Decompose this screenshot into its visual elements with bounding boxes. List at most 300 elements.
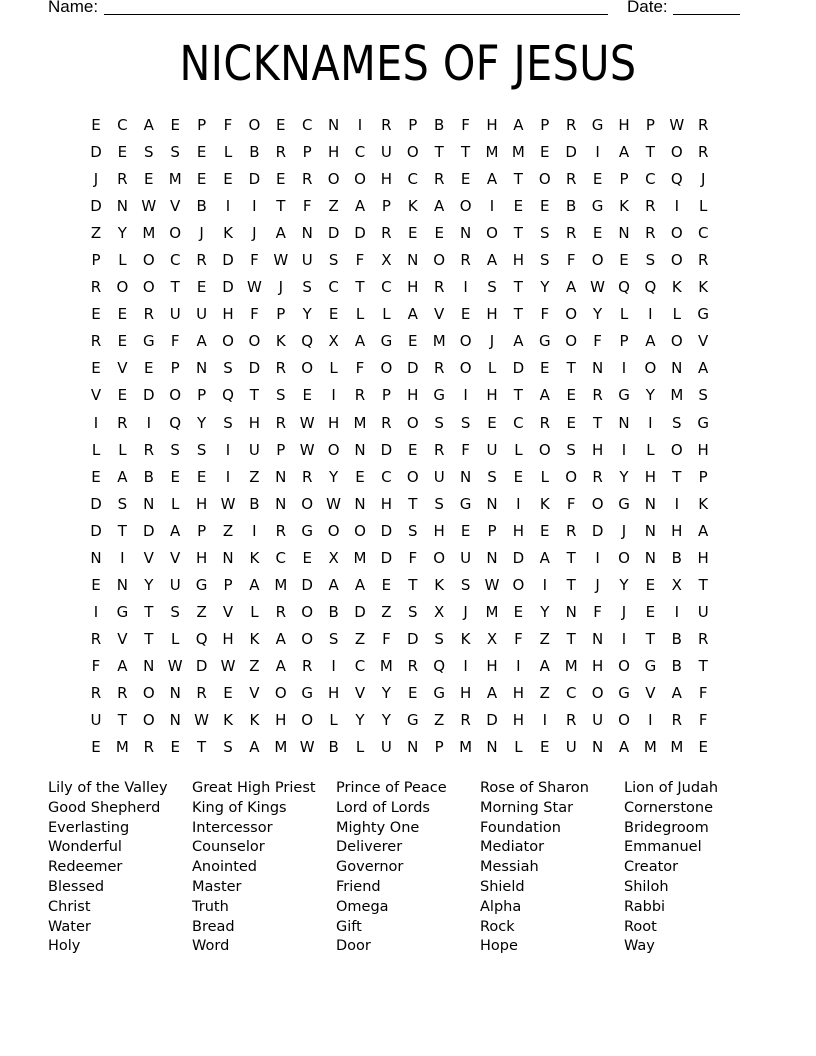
grid-letter[interactable]: T bbox=[355, 278, 365, 297]
grid-letter[interactable]: T bbox=[566, 575, 576, 594]
grid-letter[interactable]: R bbox=[592, 386, 603, 405]
grid-letter[interactable]: R bbox=[90, 278, 102, 297]
grid-letter[interactable]: Z bbox=[381, 602, 392, 621]
grid-letter[interactable]: R bbox=[645, 197, 656, 216]
grid-letter[interactable]: O bbox=[459, 359, 472, 378]
grid-letter[interactable]: H bbox=[486, 116, 498, 134]
grid-letter[interactable]: Q bbox=[618, 278, 630, 297]
grid-letter[interactable]: Q bbox=[222, 386, 234, 405]
date-field-line[interactable] bbox=[673, 14, 740, 15]
grid-letter[interactable]: R bbox=[143, 738, 155, 757]
grid-letter[interactable]: Z bbox=[434, 711, 445, 730]
grid-letter[interactable]: O bbox=[486, 224, 498, 243]
grid-letter[interactable]: V bbox=[90, 386, 102, 405]
grid-letter[interactable]: I bbox=[357, 116, 363, 134]
grid-letter[interactable]: P bbox=[381, 197, 391, 216]
grid-letter[interactable]: N bbox=[591, 359, 604, 378]
grid-letter[interactable]: W bbox=[194, 711, 210, 730]
grid-letter[interactable]: A bbox=[698, 359, 709, 378]
grid-letter[interactable]: I bbox=[463, 386, 468, 405]
grid-letter[interactable]: M bbox=[115, 738, 129, 757]
grid-letter[interactable]: T bbox=[593, 413, 603, 432]
grid-letter[interactable]: K bbox=[698, 494, 709, 513]
grid-letter[interactable]: D bbox=[195, 656, 208, 675]
grid-letter[interactable]: T bbox=[513, 305, 523, 324]
grid-letter[interactable]: R bbox=[671, 711, 683, 730]
grid-letter[interactable]: N bbox=[459, 224, 472, 243]
grid-letter[interactable]: G bbox=[301, 683, 313, 702]
grid-letter[interactable]: W bbox=[167, 656, 183, 675]
grid-letter[interactable]: J bbox=[278, 278, 284, 297]
grid-letter[interactable]: L bbox=[171, 494, 180, 513]
grid-letter[interactable]: W bbox=[220, 656, 236, 675]
grid-letter[interactable]: E bbox=[196, 467, 207, 486]
grid-letter[interactable]: M bbox=[459, 738, 473, 757]
grid-letter[interactable]: B bbox=[671, 629, 682, 648]
grid-letter[interactable]: W bbox=[273, 251, 289, 270]
grid-letter[interactable]: H bbox=[512, 521, 525, 540]
grid-letter[interactable]: N bbox=[116, 575, 128, 594]
grid-letter[interactable]: O bbox=[433, 548, 446, 567]
grid-letter[interactable]: G bbox=[195, 575, 208, 594]
grid-letter[interactable]: H bbox=[459, 683, 472, 702]
grid-letter[interactable]: R bbox=[143, 440, 155, 459]
grid-letter[interactable]: O bbox=[512, 575, 525, 594]
grid-letter[interactable]: T bbox=[513, 386, 523, 405]
grid-letter[interactable]: P bbox=[487, 521, 497, 540]
grid-letter[interactable]: L bbox=[540, 467, 549, 486]
grid-letter[interactable]: O bbox=[670, 332, 683, 351]
grid-letter[interactable]: B bbox=[328, 602, 339, 621]
grid-letter[interactable]: U bbox=[169, 305, 181, 324]
grid-letter[interactable]: E bbox=[117, 143, 128, 162]
grid-letter[interactable]: A bbox=[618, 143, 630, 162]
grid-letter[interactable]: R bbox=[301, 656, 313, 675]
grid-letter[interactable]: D bbox=[407, 629, 419, 648]
grid-letter[interactable]: R bbox=[460, 251, 471, 270]
grid-letter[interactable]: N bbox=[169, 711, 181, 730]
grid-letter[interactable]: E bbox=[91, 738, 101, 757]
grid-letter[interactable]: S bbox=[144, 143, 154, 162]
grid-letter[interactable]: H bbox=[486, 386, 498, 405]
grid-letter[interactable]: J bbox=[595, 575, 600, 594]
grid-letter[interactable]: Y bbox=[381, 711, 391, 730]
grid-letter[interactable]: L bbox=[171, 629, 180, 648]
grid-letter[interactable]: P bbox=[408, 116, 418, 134]
grid-letter[interactable]: R bbox=[275, 359, 287, 378]
grid-letter[interactable]: R bbox=[90, 683, 102, 702]
grid-letter[interactable]: A bbox=[117, 656, 128, 675]
grid-letter[interactable]: A bbox=[275, 656, 286, 675]
grid-letter[interactable]: T bbox=[513, 170, 523, 189]
grid-letter[interactable]: X bbox=[328, 548, 339, 567]
grid-letter[interactable]: I bbox=[621, 359, 627, 378]
grid-letter[interactable]: O bbox=[538, 440, 551, 459]
grid-letter[interactable]: G bbox=[697, 413, 709, 432]
grid-letter[interactable]: A bbox=[354, 332, 366, 351]
grid-letter[interactable]: E bbox=[91, 359, 101, 378]
grid-letter[interactable]: W bbox=[669, 116, 685, 134]
grid-letter[interactable]: S bbox=[170, 440, 180, 459]
grid-letter[interactable]: P bbox=[434, 738, 444, 757]
grid-letter[interactable]: D bbox=[565, 143, 577, 162]
grid-letter[interactable]: R bbox=[301, 170, 313, 189]
grid-letter[interactable]: A bbox=[486, 251, 498, 270]
grid-letter[interactable]: A bbox=[354, 575, 366, 594]
grid-letter[interactable]: N bbox=[486, 548, 498, 567]
grid-letter[interactable]: E bbox=[460, 305, 471, 324]
grid-letter[interactable]: Y bbox=[355, 711, 365, 730]
grid-letter[interactable]: D bbox=[354, 224, 366, 243]
grid-letter[interactable]: I bbox=[225, 467, 231, 486]
grid-letter[interactable]: N bbox=[591, 629, 604, 648]
grid-letter[interactable]: I bbox=[648, 305, 653, 324]
grid-letter[interactable]: I bbox=[146, 413, 152, 432]
grid-letter[interactable]: O bbox=[116, 278, 129, 297]
grid-letter[interactable]: D bbox=[90, 197, 102, 216]
grid-letter[interactable]: F bbox=[698, 711, 708, 730]
grid-letter[interactable]: L bbox=[699, 197, 708, 216]
grid-letter[interactable]: H bbox=[512, 711, 525, 730]
grid-letter[interactable]: H bbox=[671, 521, 683, 540]
grid-letter[interactable]: D bbox=[407, 359, 419, 378]
grid-letter[interactable]: Y bbox=[302, 305, 312, 324]
grid-letter[interactable]: C bbox=[354, 656, 366, 675]
grid-letter[interactable]: R bbox=[565, 711, 577, 730]
grid-letter[interactable]: O bbox=[301, 494, 314, 513]
grid-letter[interactable]: G bbox=[142, 332, 155, 351]
grid-letter[interactable]: N bbox=[354, 494, 366, 513]
grid-letter[interactable]: E bbox=[566, 386, 576, 405]
grid-letter[interactable]: N bbox=[301, 224, 313, 243]
grid-letter[interactable]: R bbox=[697, 629, 709, 648]
grid-letter[interactable]: H bbox=[591, 656, 604, 675]
grid-letter[interactable]: E bbox=[513, 197, 524, 216]
grid-letter[interactable]: K bbox=[460, 629, 471, 648]
grid-letter[interactable]: N bbox=[275, 467, 287, 486]
grid-letter[interactable]: S bbox=[170, 143, 180, 162]
grid-letter[interactable]: R bbox=[354, 386, 366, 405]
grid-letter[interactable]: U bbox=[196, 305, 208, 324]
grid-letter[interactable]: I bbox=[252, 197, 257, 216]
grid-letter[interactable]: H bbox=[222, 629, 234, 648]
grid-letter[interactable]: G bbox=[538, 332, 551, 351]
grid-letter[interactable]: R bbox=[196, 251, 207, 270]
grid-letter[interactable]: I bbox=[674, 197, 680, 216]
grid-letter[interactable]: S bbox=[408, 602, 418, 621]
name-field-line[interactable] bbox=[104, 14, 608, 15]
grid-letter[interactable]: I bbox=[516, 494, 521, 513]
grid-letter[interactable]: O bbox=[591, 494, 604, 513]
grid-letter[interactable]: M bbox=[564, 656, 578, 675]
grid-letter[interactable]: I bbox=[648, 711, 653, 730]
grid-letter[interactable]: L bbox=[514, 738, 523, 757]
grid-letter[interactable]: H bbox=[486, 305, 498, 324]
grid-letter[interactable]: N bbox=[354, 440, 366, 459]
grid-letter[interactable]: E bbox=[91, 575, 101, 594]
grid-letter[interactable]: Q bbox=[195, 629, 208, 648]
grid-letter[interactable]: H bbox=[407, 386, 419, 405]
grid-letter[interactable]: E bbox=[619, 251, 629, 270]
grid-letter[interactable]: E bbox=[91, 116, 101, 134]
grid-letter[interactable]: T bbox=[566, 548, 576, 567]
grid-letter[interactable]: E bbox=[645, 575, 656, 594]
grid-letter[interactable]: E bbox=[460, 170, 471, 189]
grid-letter[interactable]: U bbox=[433, 467, 445, 486]
grid-letter[interactable]: G bbox=[406, 711, 419, 730]
grid-letter[interactable]: E bbox=[196, 143, 207, 162]
grid-letter[interactable]: D bbox=[222, 278, 234, 297]
grid-letter[interactable]: E bbox=[487, 413, 497, 432]
grid-letter[interactable]: E bbox=[328, 305, 339, 324]
grid-letter[interactable]: F bbox=[223, 116, 233, 134]
grid-letter[interactable]: I bbox=[331, 656, 336, 675]
grid-letter[interactable]: E bbox=[460, 521, 471, 540]
grid-letter[interactable]: H bbox=[591, 440, 604, 459]
grid-letter[interactable]: O bbox=[406, 413, 419, 432]
grid-letter[interactable]: I bbox=[225, 197, 231, 216]
grid-letter[interactable]: O bbox=[327, 521, 340, 540]
grid-letter[interactable]: X bbox=[434, 602, 445, 621]
grid-letter[interactable]: P bbox=[698, 467, 708, 486]
grid-letter[interactable]: I bbox=[674, 494, 680, 513]
grid-letter[interactable]: R bbox=[697, 143, 709, 162]
grid-letter[interactable]: O bbox=[327, 170, 340, 189]
grid-letter[interactable]: W bbox=[590, 278, 606, 297]
grid-letter[interactable]: R bbox=[301, 467, 313, 486]
grid-letter[interactable]: O bbox=[618, 656, 630, 675]
grid-letter[interactable]: V bbox=[117, 359, 128, 378]
grid-letter[interactable]: T bbox=[645, 629, 655, 648]
grid-letter[interactable]: U bbox=[90, 711, 102, 730]
grid-letter[interactable]: R bbox=[275, 521, 287, 540]
grid-letter[interactable]: O bbox=[142, 278, 155, 297]
grid-letter[interactable]: F bbox=[566, 251, 576, 270]
grid-letter[interactable]: F bbox=[355, 251, 365, 270]
grid-letter[interactable]: E bbox=[302, 548, 312, 567]
grid-letter[interactable]: T bbox=[698, 575, 708, 594]
grid-letter[interactable]: O bbox=[248, 116, 261, 134]
grid-letter[interactable]: Y bbox=[197, 413, 207, 432]
grid-letter[interactable]: U bbox=[248, 440, 260, 459]
grid-letter[interactable]: S bbox=[698, 386, 708, 405]
grid-letter[interactable]: A bbox=[671, 683, 682, 702]
grid-letter[interactable]: R bbox=[460, 711, 471, 730]
grid-letter[interactable]: E bbox=[645, 602, 656, 621]
grid-letter[interactable]: I bbox=[120, 548, 125, 567]
grid-letter[interactable]: K bbox=[698, 278, 709, 297]
grid-letter[interactable]: E bbox=[223, 170, 233, 189]
grid-letter[interactable]: R bbox=[90, 629, 102, 648]
grid-letter[interactable]: T bbox=[276, 197, 286, 216]
grid-letter[interactable]: E bbox=[91, 305, 101, 324]
grid-letter[interactable]: J bbox=[252, 224, 257, 243]
grid-letter[interactable]: C bbox=[169, 251, 181, 270]
grid-letter[interactable]: L bbox=[329, 359, 338, 378]
grid-letter[interactable]: T bbox=[513, 224, 523, 243]
grid-letter[interactable]: Y bbox=[117, 224, 127, 243]
grid-letter[interactable]: H bbox=[380, 170, 393, 189]
grid-letter[interactable]: H bbox=[195, 494, 208, 513]
grid-letter[interactable]: S bbox=[434, 494, 444, 513]
grid-letter[interactable]: N bbox=[644, 548, 656, 567]
grid-letter[interactable]: S bbox=[434, 413, 444, 432]
grid-letter[interactable]: T bbox=[144, 629, 154, 648]
grid-letter[interactable]: K bbox=[671, 278, 682, 297]
grid-letter[interactable]: R bbox=[117, 170, 128, 189]
grid-letter[interactable]: P bbox=[197, 521, 207, 540]
grid-letter[interactable]: O bbox=[670, 143, 683, 162]
grid-letter[interactable]: P bbox=[197, 386, 207, 405]
grid-letter[interactable]: T bbox=[698, 656, 708, 675]
grid-letter[interactable]: N bbox=[169, 683, 181, 702]
grid-letter[interactable]: N bbox=[486, 738, 498, 757]
grid-letter[interactable]: I bbox=[595, 548, 600, 567]
grid-letter[interactable]: F bbox=[593, 602, 602, 621]
grid-letter[interactable]: E bbox=[144, 359, 154, 378]
grid-letter[interactable]: V bbox=[645, 683, 656, 702]
grid-letter[interactable]: D bbox=[380, 440, 393, 459]
grid-letter[interactable]: U bbox=[697, 602, 709, 621]
grid-letter[interactable]: A bbox=[196, 332, 207, 351]
grid-letter[interactable]: C bbox=[565, 683, 577, 702]
grid-letter[interactable]: I bbox=[542, 575, 548, 594]
grid-letter[interactable]: S bbox=[196, 440, 207, 459]
grid-letter[interactable]: A bbox=[486, 683, 498, 702]
grid-letter[interactable]: N bbox=[565, 602, 577, 621]
grid-letter[interactable]: G bbox=[618, 683, 630, 702]
grid-letter[interactable]: P bbox=[645, 116, 655, 134]
grid-letter[interactable]: I bbox=[621, 629, 627, 648]
grid-letter[interactable]: S bbox=[170, 602, 180, 621]
grid-letter[interactable]: A bbox=[407, 305, 418, 324]
grid-letter[interactable]: R bbox=[275, 602, 287, 621]
grid-letter[interactable]: P bbox=[540, 116, 550, 134]
grid-letter[interactable]: N bbox=[275, 494, 287, 513]
grid-letter[interactable]: I bbox=[225, 440, 231, 459]
grid-letter[interactable]: C bbox=[381, 278, 392, 297]
grid-letter[interactable]: V bbox=[117, 629, 128, 648]
grid-letter[interactable]: R bbox=[275, 143, 287, 162]
grid-letter[interactable]: E bbox=[408, 224, 418, 243]
grid-letter[interactable]: L bbox=[382, 305, 391, 324]
grid-letter[interactable]: S bbox=[487, 278, 497, 297]
grid-letter[interactable]: B bbox=[249, 143, 260, 162]
grid-letter[interactable]: C bbox=[513, 413, 524, 432]
grid-letter[interactable]: Y bbox=[329, 467, 339, 486]
grid-letter[interactable]: V bbox=[143, 548, 154, 567]
grid-letter[interactable]: L bbox=[672, 305, 681, 324]
grid-letter[interactable]: P bbox=[619, 332, 629, 351]
grid-letter[interactable]: I bbox=[252, 521, 257, 540]
grid-letter[interactable]: T bbox=[117, 711, 127, 730]
grid-letter[interactable]: E bbox=[434, 224, 444, 243]
grid-letter[interactable]: E bbox=[91, 467, 101, 486]
grid-letter[interactable]: T bbox=[461, 143, 471, 162]
grid-letter[interactable]: O bbox=[248, 332, 261, 351]
grid-letter[interactable]: K bbox=[223, 711, 233, 730]
grid-letter[interactable]: E bbox=[117, 332, 128, 351]
grid-letter[interactable]: J bbox=[489, 332, 495, 351]
grid-letter[interactable]: T bbox=[408, 494, 418, 513]
grid-letter[interactable]: O bbox=[301, 359, 314, 378]
grid-letter[interactable]: E bbox=[223, 683, 233, 702]
grid-letter[interactable]: V bbox=[170, 548, 181, 567]
grid-letter[interactable]: T bbox=[566, 359, 576, 378]
grid-letter[interactable]: Y bbox=[619, 575, 629, 594]
grid-letter[interactable]: C bbox=[407, 170, 419, 189]
grid-letter[interactable]: N bbox=[486, 494, 498, 513]
grid-letter[interactable]: D bbox=[380, 521, 393, 540]
grid-letter[interactable]: A bbox=[618, 738, 630, 757]
grid-letter[interactable]: R bbox=[565, 170, 577, 189]
grid-letter[interactable]: O bbox=[169, 386, 182, 405]
grid-letter[interactable]: K bbox=[249, 548, 260, 567]
grid-letter[interactable]: M bbox=[274, 738, 288, 757]
grid-letter[interactable]: H bbox=[195, 548, 208, 567]
grid-letter[interactable]: Y bbox=[593, 305, 603, 324]
grid-letter[interactable]: B bbox=[434, 116, 445, 134]
grid-letter[interactable]: L bbox=[355, 305, 365, 324]
grid-letter[interactable]: X bbox=[381, 251, 392, 270]
grid-letter[interactable]: U bbox=[460, 548, 472, 567]
grid-letter[interactable]: Y bbox=[540, 602, 550, 621]
grid-letter[interactable]: E bbox=[302, 386, 312, 405]
grid-letter[interactable]: N bbox=[671, 359, 683, 378]
grid-letter[interactable]: I bbox=[621, 440, 627, 459]
grid-letter[interactable]: L bbox=[118, 440, 127, 459]
grid-letter[interactable]: M bbox=[511, 143, 525, 162]
grid-letter[interactable]: A bbox=[539, 386, 550, 405]
grid-letter[interactable]: T bbox=[249, 386, 259, 405]
grid-letter[interactable]: E bbox=[117, 305, 128, 324]
grid-letter[interactable]: F bbox=[514, 629, 523, 648]
grid-letter[interactable]: D bbox=[512, 548, 525, 567]
grid-letter[interactable]: M bbox=[353, 413, 367, 432]
grid-letter[interactable]: S bbox=[487, 467, 497, 486]
grid-letter[interactable]: U bbox=[565, 738, 577, 757]
grid-letter[interactable]: G bbox=[301, 521, 313, 540]
grid-letter[interactable]: A bbox=[170, 521, 181, 540]
grid-letter[interactable]: O bbox=[406, 467, 419, 486]
grid-letter[interactable]: O bbox=[565, 305, 578, 324]
grid-letter[interactable]: E bbox=[196, 278, 207, 297]
grid-letter[interactable]: N bbox=[116, 197, 128, 216]
grid-letter[interactable]: Z bbox=[539, 683, 550, 702]
grid-letter[interactable]: E bbox=[540, 738, 550, 757]
grid-letter[interactable]: F bbox=[593, 332, 602, 351]
grid-letter[interactable]: L bbox=[355, 738, 365, 757]
grid-letter[interactable]: A bbox=[539, 656, 550, 675]
grid-letter[interactable]: S bbox=[540, 251, 550, 270]
grid-letter[interactable]: P bbox=[381, 386, 391, 405]
grid-letter[interactable]: O bbox=[222, 332, 234, 351]
grid-letter[interactable]: Z bbox=[539, 629, 550, 648]
grid-letter[interactable]: A bbox=[539, 548, 550, 567]
grid-letter[interactable]: U bbox=[380, 738, 392, 757]
grid-letter[interactable]: A bbox=[117, 467, 128, 486]
grid-letter[interactable]: M bbox=[274, 575, 288, 594]
grid-letter[interactable]: R bbox=[697, 116, 709, 134]
grid-letter[interactable]: F bbox=[382, 629, 391, 648]
grid-letter[interactable]: M bbox=[670, 386, 684, 405]
grid-letter[interactable]: R bbox=[433, 359, 445, 378]
grid-letter[interactable]: L bbox=[619, 305, 629, 324]
grid-letter[interactable]: A bbox=[328, 575, 339, 594]
grid-letter[interactable]: P bbox=[276, 440, 286, 459]
grid-letter[interactable]: G bbox=[433, 683, 445, 702]
grid-letter[interactable]: F bbox=[461, 440, 470, 459]
